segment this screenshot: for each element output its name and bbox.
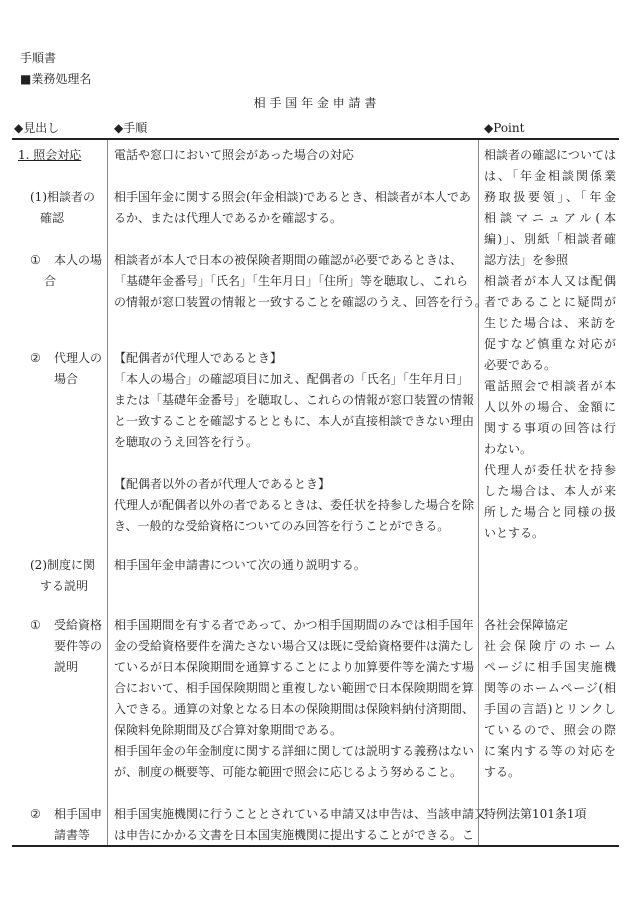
procedure-line: 合において、相手国保険期間と重複しない範囲で日本保険期間を算 xyxy=(114,681,474,695)
column-divider xyxy=(478,140,479,845)
point-line: 者であることに疑問が xyxy=(484,295,616,309)
point-line: 所した場合と同様の扱 xyxy=(484,505,616,519)
point-line: ページに相手国実施機 xyxy=(484,660,616,674)
heading-1-2: する説明 xyxy=(40,579,89,593)
procedure-line: き、一般的な受給資格についてのみ回答を行うことができる。 xyxy=(114,519,450,533)
point-line: 関等のホームページ(相 xyxy=(484,681,616,695)
heading-item: 合 xyxy=(44,274,57,288)
procedure-line: は申告にかかる文書を日本国実施機関に提出することができる。こ xyxy=(114,828,475,842)
page-title: 相 手 国 年 金 申 請 書 xyxy=(253,96,377,110)
point-line: した場合は、本人が来 xyxy=(484,484,616,498)
procedure-line: 入できる。通算の対象となる日本の保険期間は保険料納付済期間、 xyxy=(114,702,475,716)
procedure-line: ているが日本保険期間を通算することにより加算要件等を満たす場 xyxy=(114,660,475,674)
point-line: 促すなど慎重な対応が xyxy=(484,337,616,351)
point-line: 編)」、別紙「相談者確 xyxy=(484,232,616,246)
business-name-label: ■業務処理名 xyxy=(20,72,92,86)
point-line: 相談者の確認については xyxy=(484,148,616,162)
heading-item: 代理人の xyxy=(54,351,103,365)
heading-1-2: (2)制度に関 xyxy=(30,558,95,572)
point-line: 相談マニュアル(本 xyxy=(484,211,616,225)
heading-number: ① xyxy=(30,618,41,632)
point-line: に案内する等の対応を xyxy=(484,744,616,758)
header-procedure: ◆手順 xyxy=(114,121,148,135)
point-line: 手国の言語)とリンクし xyxy=(484,702,616,716)
point-line: 社会保険庁のホーム xyxy=(484,639,616,653)
heading-item: 相手国申 xyxy=(54,807,103,821)
heading-item: 要件等の xyxy=(54,639,103,653)
procedure-line: 相談者が本人で日本の被保険者期間の確認が必要であるときは、 xyxy=(114,253,463,267)
point-line: わない。 xyxy=(484,442,533,456)
procedure-line: 「基礎年金番号」「氏名」「生年月日」「住所」等を聴取し、これら xyxy=(114,274,469,288)
procedure-line: 保険料免除期間及び合算対象期間である。 xyxy=(114,723,343,737)
procedure-line: 【配偶者が代理人であるとき】 xyxy=(114,351,283,365)
procedure-line: 代理人が配偶者以外の者であるときは、委任状を持参した場合を除 xyxy=(114,498,475,512)
procedure-line: るか、または代理人であるかを確認する。 xyxy=(114,211,343,225)
heading-item: 説明 xyxy=(54,660,79,674)
heading-number: ① xyxy=(30,253,41,267)
procedure-line: の情報が窓口装置の情報と一致することを確認のうえ、回答を行う。 xyxy=(114,295,487,309)
point-line: 各社会保障協定 xyxy=(484,618,569,632)
heading-item: 受給資格 xyxy=(54,618,103,632)
header-heading: ◆見出し xyxy=(14,121,60,135)
procedure-line: または「基礎年金番号」を聴取し、これらの情報が窓口装置の情報 xyxy=(114,393,475,407)
heading-section-1: 1. 照会対応 xyxy=(18,148,82,162)
heading-1-1: (1)相談者の xyxy=(30,190,95,204)
header-point: ◆Point xyxy=(484,121,525,135)
heading-item: 請書等 xyxy=(54,828,91,842)
point-line: は、「年金相談関係業 xyxy=(484,169,616,183)
table-bottom-rule xyxy=(12,845,619,847)
procedure-line: 相手国年金に関する照会(年金相談)であるとき、相談者が本人であ xyxy=(114,190,471,204)
point-line: する。 xyxy=(484,765,521,779)
point-line: 電話照会で相談者が本 xyxy=(484,379,616,393)
point-line: ているので、照会の際 xyxy=(484,723,616,737)
point-line: 生じた場合は、来訪を xyxy=(484,316,616,330)
point-line: 人以外の場合、金額に xyxy=(484,400,616,414)
column-divider xyxy=(107,140,108,845)
procedure-line: が、制度の概要等、可能な範囲で照会に応じるよう努めること。 xyxy=(114,765,463,779)
procedure-line: 相手国期間を有する者であって、かつ相手国期間のみでは相手国年 xyxy=(114,618,474,632)
table-top-rule xyxy=(12,138,619,140)
heading-item: 本人の場 xyxy=(54,253,103,267)
point-line: 相談者が本人又は配偶 xyxy=(484,274,616,288)
heading-1-1: 確認 xyxy=(40,211,65,225)
point-line: 代理人が委任状を持参 xyxy=(484,463,616,477)
procedure-line: 電話や窓口において照会があった場合の対応 xyxy=(114,148,354,162)
point-line: 特例法第101条1項 xyxy=(484,807,587,821)
point-line: いとする。 xyxy=(484,526,545,540)
procedure-line: と一致することを確認するとともに、本人が直接相談できない理由 xyxy=(114,414,475,428)
point-line: 務取扱要領」、「年金 xyxy=(484,190,616,204)
procedure-line: 相手国年金申請書について次の通り説明する。 xyxy=(114,558,366,572)
point-line: 関する事項の回答は行 xyxy=(484,421,616,435)
point-line: 認方法」を参照 xyxy=(484,253,569,267)
point-line: 必要である。 xyxy=(484,358,557,372)
procedure-line: 【配偶者以外の者が代理人であるとき】 xyxy=(114,477,331,491)
procedure-line: を聴取のうえ回答を行う。 xyxy=(114,435,259,449)
heading-item: 場合 xyxy=(54,372,79,386)
document-label: 手順書 xyxy=(20,51,57,65)
procedure-line: 「本人の場合」の確認項目に加え、配偶者の「氏名」「生年月日」 xyxy=(114,372,469,386)
procedure-line: 金の受給資格要件を満たさない場合又は既に受給資格要件は満たし xyxy=(114,639,475,653)
heading-number: ② xyxy=(30,351,41,365)
heading-number: ② xyxy=(30,807,41,821)
procedure-line: 相手国年金の年金制度に関する詳細に関しては説明する義務はない xyxy=(114,744,475,758)
procedure-line: 相手国実施機関に行うこととされている申請又は申告は、当該申請又 xyxy=(114,807,487,821)
